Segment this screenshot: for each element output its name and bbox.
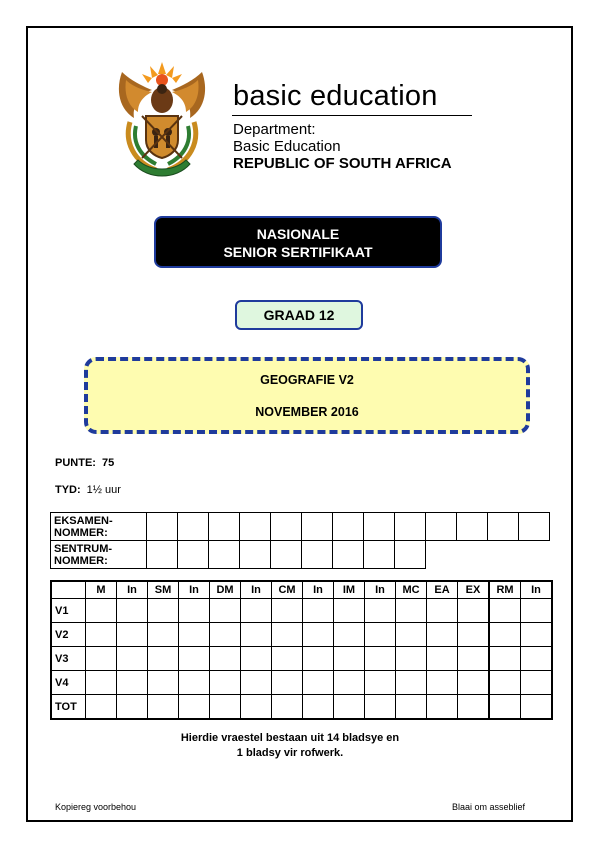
marks-header-cell: In — [241, 581, 272, 599]
exam-number-cell[interactable] — [426, 513, 457, 541]
marks-header-cell: M — [86, 581, 117, 599]
exam-number-label-line-2: NOMMER: — [54, 526, 108, 539]
marks-header-cell: MC — [396, 581, 427, 599]
certificate-title-line-2: SENIOR SERTIFIKAAT — [223, 244, 373, 260]
marks-info — [55, 457, 114, 469]
marks-cell[interactable] — [210, 647, 241, 671]
centre-number-cell[interactable] — [271, 541, 302, 569]
marks-label: PUNTE: — [55, 457, 96, 469]
marks-cell[interactable] — [458, 671, 490, 695]
exam-date: NOVEMBER 2016 — [255, 405, 359, 419]
marks-row-label: V4 — [51, 671, 86, 695]
centre-number-cell[interactable] — [147, 541, 178, 569]
marks-cell[interactable] — [365, 671, 396, 695]
marks-header-cell: SM — [148, 581, 179, 599]
empty-cell — [519, 541, 550, 569]
marks-table — [50, 580, 553, 720]
marks-cell[interactable] — [521, 695, 553, 720]
marks-row — [51, 671, 552, 695]
empty-cell — [457, 541, 488, 569]
marks-cell[interactable] — [489, 599, 521, 623]
marks-row — [51, 599, 552, 623]
marks-cell[interactable] — [272, 647, 303, 671]
centre-number-label — [51, 541, 147, 569]
marks-cell[interactable] — [179, 695, 210, 720]
marks-header-cell: In — [521, 581, 553, 599]
exam-number-cell[interactable] — [488, 513, 519, 541]
department-line-1: Department: — [233, 121, 316, 138]
empty-cell — [488, 541, 519, 569]
marks-row-label: V1 — [51, 599, 86, 623]
centre-number-cell[interactable] — [240, 541, 271, 569]
marks-row-label: V2 — [51, 623, 86, 647]
marks-row-label: V3 — [51, 647, 86, 671]
marks-cell[interactable] — [396, 647, 427, 671]
marks-cell[interactable] — [458, 647, 490, 671]
centre-number-cell[interactable] — [178, 541, 209, 569]
exam-number-label-line-1: EKSAMEN- — [54, 514, 113, 527]
marks-cell[interactable] — [489, 647, 521, 671]
marks-cell[interactable] — [365, 623, 396, 647]
marks-cell[interactable] — [458, 599, 490, 623]
page-count-note-line-2: 1 bladsy vir rofwerk. — [236, 747, 344, 759]
certificate-title-line-1: NASIONALE — [256, 226, 340, 242]
marks-cell[interactable] — [334, 695, 365, 720]
marks-cell[interactable] — [427, 671, 458, 695]
marks-cell[interactable] — [427, 599, 458, 623]
marks-cell[interactable] — [427, 623, 458, 647]
centre-number-cell[interactable] — [209, 541, 240, 569]
marks-header-cell — [51, 581, 86, 599]
marks-cell[interactable] — [86, 623, 117, 647]
marks-cell[interactable] — [86, 695, 117, 720]
marks-cell[interactable] — [303, 623, 334, 647]
subject-box — [84, 357, 530, 434]
marks-header-cell: IM — [334, 581, 365, 599]
marks-cell[interactable] — [521, 647, 553, 671]
subject-name: GEOGRAFIE V2 — [260, 373, 354, 387]
centre-number-label-line-2: NOMMER: — [54, 554, 108, 567]
marks-cell[interactable] — [148, 695, 179, 720]
page-count-note — [130, 731, 450, 761]
marks-header-cell: RM — [489, 581, 521, 599]
centre-number-cell[interactable] — [364, 541, 395, 569]
centre-number-cell[interactable] — [302, 541, 333, 569]
centre-number-row — [51, 541, 550, 569]
marks-cell[interactable] — [117, 623, 148, 647]
marks-header-cell: In — [179, 581, 210, 599]
marks-cell[interactable] — [179, 623, 210, 647]
marks-cell[interactable] — [272, 599, 303, 623]
marks-cell[interactable] — [521, 671, 553, 695]
marks-cell[interactable] — [241, 671, 272, 695]
marks-cell[interactable] — [396, 695, 427, 720]
marks-cell[interactable] — [117, 599, 148, 623]
marks-cell[interactable] — [427, 647, 458, 671]
marks-cell[interactable] — [458, 695, 490, 720]
marks-cell[interactable] — [117, 647, 148, 671]
page-count-note-line-1: Hierdie vraestel bestaan uit 14 bladsye en — [180, 732, 400, 744]
footer-copyright: Kopiereg voorbehou — [55, 802, 137, 812]
grade-box: GRAAD 12 — [235, 300, 363, 330]
marks-cell[interactable] — [489, 671, 521, 695]
marks-row — [51, 623, 552, 647]
marks-header-cell: DM — [210, 581, 241, 599]
marks-cell[interactable] — [365, 599, 396, 623]
marks-cell[interactable] — [179, 599, 210, 623]
marks-cell[interactable] — [365, 695, 396, 720]
marks-header-cell: In — [365, 581, 396, 599]
marks-cell[interactable] — [521, 623, 553, 647]
exam-number-cell[interactable] — [333, 513, 364, 541]
marks-cell[interactable] — [521, 599, 553, 623]
exam-number-cell[interactable] — [178, 513, 209, 541]
marks-cell[interactable] — [241, 623, 272, 647]
department-line-2: Basic Education — [233, 138, 341, 155]
marks-cell[interactable] — [427, 695, 458, 720]
department-line-3: REPUBLIC OF SOUTH AFRICA — [233, 155, 452, 172]
marks-cell[interactable] — [489, 695, 521, 720]
marks-cell[interactable] — [210, 671, 241, 695]
marks-cell[interactable] — [334, 647, 365, 671]
marks-cell[interactable] — [179, 647, 210, 671]
exam-number-cell[interactable] — [240, 513, 271, 541]
department-block — [233, 121, 452, 172]
marks-row-label: TOT — [51, 695, 86, 720]
marks-cell[interactable] — [210, 623, 241, 647]
marks-cell[interactable] — [117, 695, 148, 720]
marks-cell[interactable] — [210, 695, 241, 720]
marks-cell[interactable] — [272, 695, 303, 720]
footer-turn-over: Blaai om asseblief — [452, 802, 526, 812]
marks-header-cell: EX — [458, 581, 490, 599]
marks-cell[interactable] — [117, 671, 148, 695]
centre-number-cell[interactable] — [395, 541, 426, 569]
marks-cell[interactable] — [303, 647, 334, 671]
marks-cell[interactable] — [396, 599, 427, 623]
marks-cell[interactable] — [148, 599, 179, 623]
exam-number-cell[interactable] — [457, 513, 488, 541]
marks-cell[interactable] — [148, 647, 179, 671]
marks-header-row — [51, 581, 552, 599]
empty-cell — [426, 541, 457, 569]
marks-cell[interactable] — [86, 671, 117, 695]
marks-cell[interactable] — [272, 623, 303, 647]
exam-number-cell[interactable] — [364, 513, 395, 541]
exam-number-cell[interactable] — [395, 513, 426, 541]
marks-cell[interactable] — [148, 671, 179, 695]
marks-cell[interactable] — [303, 599, 334, 623]
marks-cell[interactable] — [272, 671, 303, 695]
centre-number-cell[interactable] — [333, 541, 364, 569]
marks-header-cell: In — [117, 581, 148, 599]
exam-number-cell[interactable] — [302, 513, 333, 541]
certificate-title-box — [154, 216, 442, 268]
marks-cell[interactable] — [241, 599, 272, 623]
marks-cell[interactable] — [179, 671, 210, 695]
marks-header-cell: EA — [427, 581, 458, 599]
time-info — [55, 484, 121, 496]
marks-cell[interactable] — [458, 623, 490, 647]
time-label: TYD: — [55, 484, 81, 496]
brand-rule — [232, 115, 472, 116]
marks-cell[interactable] — [303, 671, 334, 695]
marks-cell[interactable] — [334, 671, 365, 695]
marks-header-cell: In — [303, 581, 334, 599]
exam-number-label — [51, 513, 147, 541]
marks-cell[interactable] — [334, 623, 365, 647]
marks-cell[interactable] — [489, 623, 521, 647]
marks-cell[interactable] — [396, 671, 427, 695]
marks-cell[interactable] — [86, 599, 117, 623]
marks-row — [51, 647, 552, 671]
time-value: 1½ uur — [86, 484, 121, 496]
marks-cell[interactable] — [86, 647, 117, 671]
marks-cell[interactable] — [210, 599, 241, 623]
marks-cell[interactable] — [396, 623, 427, 647]
marks-cell[interactable] — [241, 647, 272, 671]
coat-of-arms-icon — [112, 58, 212, 182]
marks-cell[interactable] — [148, 623, 179, 647]
brand-title: basic education — [233, 80, 438, 112]
marks-row — [51, 695, 552, 720]
marks-header-cell: CM — [272, 581, 303, 599]
marks-cell[interactable] — [241, 695, 272, 720]
exam-number-cell[interactable] — [209, 513, 240, 541]
exam-number-cell[interactable] — [271, 513, 302, 541]
marks-cell[interactable] — [365, 647, 396, 671]
exam-number-cell[interactable] — [147, 513, 178, 541]
marks-value: 75 — [101, 457, 115, 469]
marks-cell[interactable] — [334, 599, 365, 623]
marks-cell[interactable] — [303, 695, 334, 720]
exam-number-row — [51, 513, 550, 541]
centre-number-label-line-1: SENTRUM- — [54, 542, 113, 555]
exam-number-cell[interactable] — [519, 513, 550, 541]
exam-number-table — [50, 512, 550, 569]
